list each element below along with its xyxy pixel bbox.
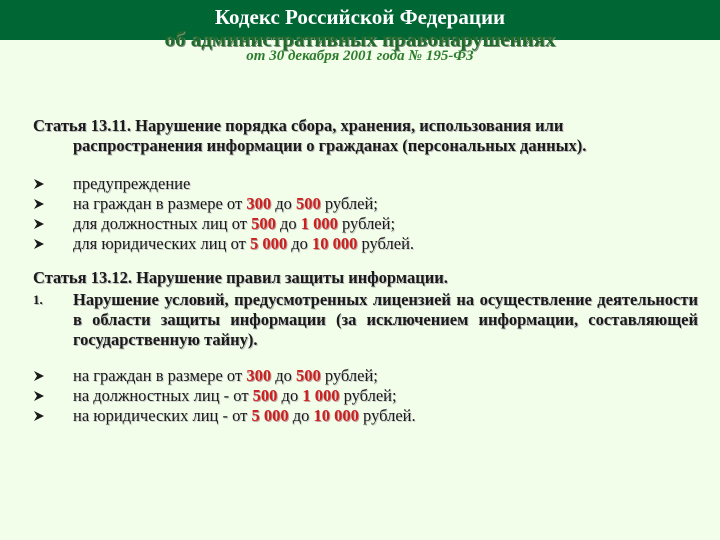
penalty-suffix: рублей; <box>320 366 378 385</box>
article-1311-penalty-list <box>33 174 683 254</box>
penalty-text <box>73 214 395 234</box>
penalty-prefix: на должностных лиц - от <box>73 386 253 405</box>
article-1312-point-1 <box>33 290 698 350</box>
penalty-mid: до <box>275 214 301 233</box>
penalty-prefix: на граждан в размере от <box>73 366 247 385</box>
article-1311-heading-line1: Статья 13.11. Нарушение порядка сбора, хранения, использования или <box>33 116 564 135</box>
list-item <box>33 174 683 194</box>
page-title-line2: об административных правонарушениях <box>164 27 556 51</box>
fine-max: 10 000 <box>311 234 358 253</box>
penalty-text <box>73 406 416 426</box>
fine-min: 5 000 <box>249 234 288 253</box>
article-1312-penalty-list <box>33 366 683 426</box>
penalty-text <box>73 234 414 254</box>
penalty-suffix: рублей. <box>358 406 416 425</box>
list-item <box>33 366 683 386</box>
arrow-bullet-icon <box>33 238 45 250</box>
arrow-bullet-icon <box>33 390 45 402</box>
penalty-text <box>73 194 378 214</box>
fine-max: 1 000 <box>300 214 338 233</box>
list-item <box>33 214 683 234</box>
penalty-mid: до <box>271 366 296 385</box>
article-1312-heading: Статья 13.12. Нарушение правил защиты информации. <box>33 268 448 287</box>
fine-min: 300 <box>246 366 272 385</box>
list-item <box>33 386 683 406</box>
penalty-mid: до <box>271 194 296 213</box>
arrow-bullet-icon <box>33 370 45 382</box>
penalty-prefix: на юридических лиц - от <box>73 406 252 425</box>
point-number: 1. <box>33 292 43 307</box>
article-1311-heading <box>33 116 697 156</box>
list-item <box>33 234 683 254</box>
page-title: Кодекс Российской Федерации <box>214 5 506 29</box>
penalty-suffix: рублей; <box>337 214 396 233</box>
penalty-suffix: рублей; <box>320 194 378 213</box>
fine-min: 300 <box>246 194 272 213</box>
fine-min: 500 <box>251 214 276 233</box>
penalty-text: предупреждение <box>73 174 191 193</box>
article-1311-heading-line2: распространения информации о гражданах (персональных данных). <box>73 136 587 155</box>
penalty-prefix: на граждан в размере от <box>73 194 247 213</box>
fine-min: 500 <box>252 386 278 405</box>
fine-max: 500 <box>295 366 321 385</box>
penalty-text <box>73 386 397 406</box>
penalty-suffix: рублей. <box>357 234 415 253</box>
list-item <box>33 194 683 214</box>
penalty-prefix: для должностных лиц от <box>73 214 252 233</box>
fine-min: 5 000 <box>251 406 289 425</box>
penalty-prefix: для юридических лиц от <box>73 234 250 253</box>
fine-max: 10 000 <box>313 406 359 425</box>
list-item <box>33 406 683 426</box>
point-text: Нарушение условий, предусмотренных лицензией на осуществление деятельности в области защиты информации (за исключением информации, составляющей государственную тайну). <box>73 290 698 349</box>
penalty-mid: до <box>288 406 314 425</box>
fine-max: 1 000 <box>302 386 340 405</box>
arrow-bullet-icon <box>33 198 45 210</box>
penalty-text <box>73 366 378 386</box>
arrow-bullet-icon <box>33 178 45 190</box>
law-reference: от 30 декабря 2001 года № 195-ФЗ <box>246 48 474 64</box>
penalty-suffix: рублей; <box>339 386 397 405</box>
arrow-bullet-icon <box>33 410 45 422</box>
penalty-mid: до <box>287 234 312 253</box>
arrow-bullet-icon <box>33 218 45 230</box>
penalty-mid: до <box>277 386 303 405</box>
fine-max: 500 <box>295 194 321 213</box>
